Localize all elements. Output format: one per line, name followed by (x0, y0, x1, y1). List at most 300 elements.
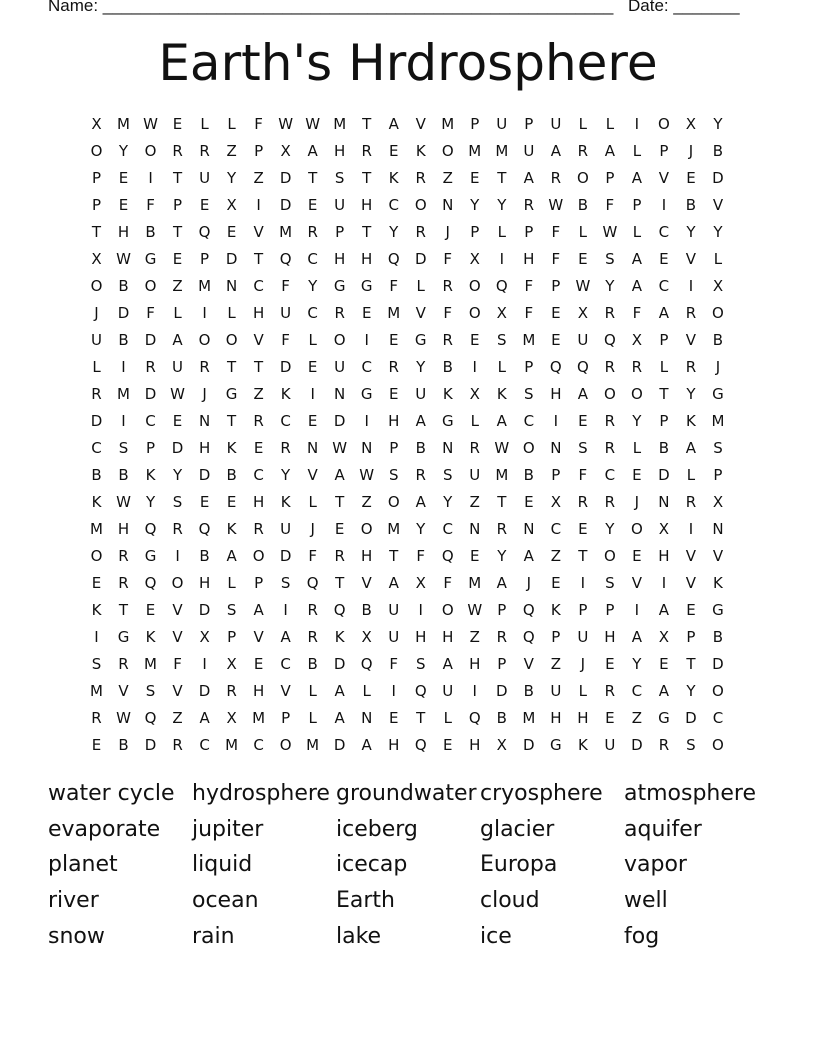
grid-letter: F (578, 466, 588, 484)
grid-letter: M (117, 385, 130, 403)
grid-letter: L (308, 493, 317, 511)
grid-letter: N (198, 412, 211, 430)
grid-letter: G (712, 385, 724, 403)
grid-letter: W (548, 196, 564, 214)
grid-letter: U (442, 682, 454, 700)
grid-letter: U (172, 358, 184, 376)
grid-letter: H (469, 655, 481, 673)
grid-letter: T (308, 169, 318, 187)
grid-letter: A (307, 142, 318, 160)
grid-letter: Y (605, 520, 615, 538)
grid-letter: K (686, 412, 696, 430)
grid-letter: N (442, 196, 454, 214)
letter-grid (0, 111, 816, 761)
grid-letter: Y (416, 520, 426, 538)
word-list-item: fog (624, 923, 660, 949)
grid-letter: C (523, 412, 535, 430)
grid-letter: U (577, 628, 589, 646)
grid-letter: L (173, 304, 182, 322)
grid-letter: L (686, 466, 696, 484)
grid-letter: S (226, 601, 237, 619)
grid-letter: M (225, 736, 239, 754)
grid-letter: P (200, 250, 210, 268)
grid-letter: Z (550, 655, 561, 673)
grid-letter: S (497, 331, 507, 349)
word-list-item: ice (480, 923, 512, 949)
grid-letter: H (442, 628, 454, 646)
grid-letter: Q (198, 223, 211, 241)
grid-letter: Z (361, 493, 372, 511)
grid-letter: I (283, 601, 288, 619)
grid-letter: F (632, 304, 642, 322)
grid-letter: E (551, 331, 561, 349)
grid-letter: B (712, 142, 724, 160)
grid-letter: R (334, 547, 345, 565)
grid-letter: R (658, 736, 670, 754)
grid-letter: G (333, 277, 346, 295)
grid-letter: X (577, 304, 588, 322)
grid-letter: K (145, 628, 156, 646)
grid-letter: A (334, 682, 345, 700)
grid-letter: M (387, 520, 401, 538)
grid-letter: F (389, 277, 399, 295)
grid-letter: P (605, 601, 615, 619)
grid-letter: D (658, 466, 670, 484)
grid-letter: Y (308, 277, 318, 295)
grid-letter: V (685, 331, 697, 349)
grid-letter: Y (389, 223, 399, 241)
grid-letter: E (470, 547, 480, 565)
grid-letter: J (310, 520, 315, 538)
grid-letter: M (333, 115, 347, 133)
grid-letter: C (307, 304, 318, 322)
grid-letter: M (441, 115, 455, 133)
grid-letter: O (144, 277, 157, 295)
grid-letter: E (118, 196, 129, 214)
grid-letter: A (685, 439, 697, 457)
grid-letter: D (144, 385, 157, 403)
word-list-item: groundwater (336, 781, 477, 806)
grid-letter: X (226, 196, 237, 214)
grid-letter: T (497, 493, 507, 511)
grid-letter: K (91, 601, 102, 619)
grid-letter: E (686, 601, 696, 619)
grid-letter: P (254, 574, 264, 592)
grid-letter: Z (631, 709, 643, 727)
grid-letter: I (580, 574, 586, 592)
grid-letter: I (418, 601, 423, 619)
grid-letter: H (252, 682, 265, 700)
grid-letter: A (496, 412, 507, 430)
grid-letter: T (227, 358, 237, 376)
grid-letter: F (146, 304, 155, 322)
grid-letter: P (524, 223, 534, 241)
word-list-item: snow (48, 923, 105, 949)
grid-letter: E (551, 574, 561, 592)
grid-letter: W (170, 385, 185, 403)
grid-letter: X (280, 142, 291, 160)
grid-letter: R (118, 574, 129, 592)
grid-letter: U (523, 142, 535, 160)
grid-letter: V (685, 547, 697, 565)
grid-letter: V (523, 655, 534, 673)
grid-letter: C (550, 520, 562, 538)
grid-letter: T (362, 115, 372, 133)
grid-letter: T (118, 601, 129, 619)
grid-letter: F (551, 250, 561, 268)
word-list-item: atmosphere (624, 781, 756, 806)
grid-letter: R (631, 358, 643, 376)
word-list-item: well (624, 888, 668, 914)
grid-letter: I (202, 304, 207, 322)
grid-letter: R (172, 142, 183, 160)
grid-letter: W (116, 709, 131, 727)
grid-letter: X (496, 736, 507, 754)
grid-letter: S (118, 439, 129, 457)
grid-letter: E (145, 601, 156, 619)
grid-letter: I (121, 358, 126, 376)
grid-letter: M (522, 709, 536, 727)
grid-letter: X (712, 277, 724, 295)
grid-letter: O (712, 736, 724, 754)
grid-letter: Z (172, 277, 183, 295)
grid-letter: E (334, 520, 345, 538)
grid-letter: T (335, 493, 345, 511)
grid-letter: C (361, 358, 372, 376)
grid-letter: P (254, 142, 264, 160)
grid-letter: Q (468, 709, 481, 727)
grid-letter: B (658, 439, 670, 457)
grid-letter: C (631, 682, 643, 700)
grid-letter: O (603, 547, 616, 565)
grid-letter: M (252, 709, 266, 727)
grid-letter: V (118, 682, 129, 700)
grid-letter: E (307, 412, 318, 430)
grid-letter: Y (443, 493, 453, 511)
word-list-item: glacier (480, 816, 555, 842)
grid-letter: A (253, 601, 264, 619)
grid-letter: I (121, 412, 126, 430)
grid-letter: Z (469, 493, 480, 511)
grid-letter: E (172, 250, 183, 268)
grid-letter: J (715, 358, 721, 376)
grid-letter: A (523, 169, 534, 187)
grid-letter: P (389, 439, 399, 457)
grid-letter: B (118, 277, 129, 295)
grid-letter: B (226, 466, 237, 484)
grid-letter: U (415, 385, 427, 403)
grid-letter: Y (713, 223, 723, 241)
grid-letter: Q (306, 574, 319, 592)
grid-letter: T (578, 547, 588, 565)
grid-letter: Z (469, 628, 480, 646)
grid-letter: H (523, 250, 535, 268)
grid-letter: X (226, 655, 237, 673)
grid-letter: E (199, 493, 210, 511)
grid-letter: Z (253, 385, 264, 403)
grid-letter: R (415, 223, 426, 241)
grid-letter: X (91, 115, 102, 133)
grid-letter: K (280, 493, 291, 511)
grid-letter: X (469, 250, 480, 268)
grid-letter: F (173, 655, 182, 673)
grid-letter: G (658, 709, 670, 727)
grid-letter: M (495, 466, 509, 484)
grid-letter: R (415, 466, 426, 484)
grid-letter: B (523, 682, 534, 700)
grid-letter: G (360, 385, 373, 403)
grid-letter: D (685, 709, 697, 727)
word-list-item: Europa (480, 852, 558, 878)
grid-letter: T (362, 223, 372, 241)
grid-letter: F (524, 277, 534, 295)
word-list-item: icecap (336, 852, 408, 878)
grid-letter: F (443, 250, 453, 268)
grid-letter: E (578, 412, 588, 430)
grid-letter: H (252, 493, 265, 511)
grid-letter: E (686, 169, 696, 187)
grid-letter: S (145, 682, 156, 700)
grid-letter: E (578, 250, 588, 268)
grid-letter: N (361, 439, 373, 457)
grid-letter: T (416, 709, 426, 727)
grid-letter: N (442, 439, 454, 457)
grid-letter: W (494, 439, 510, 457)
grid-letter: R (577, 493, 589, 511)
grid-letter: I (94, 628, 99, 646)
grid-letter: J (634, 493, 640, 511)
word-list-item: ocean (192, 888, 259, 914)
grid-letter: C (253, 736, 264, 754)
grid-letter: N (307, 439, 319, 457)
grid-letter: X (199, 628, 210, 646)
grid-letter: D (144, 736, 157, 754)
grid-letter: A (658, 682, 670, 700)
grid-letter: R (496, 628, 508, 646)
grid-letter: K (388, 169, 399, 187)
grid-letter: N (712, 520, 724, 538)
grid-letter: V (307, 466, 318, 484)
grid-letter: M (306, 736, 320, 754)
grid-letter: I (661, 196, 667, 214)
grid-letter: G (441, 412, 454, 430)
grid-letter: X (631, 331, 643, 349)
grid-letter: D (279, 196, 292, 214)
grid-letter: L (227, 115, 236, 133)
date-field-label: Date: _______ (628, 0, 740, 15)
grid-letter: V (685, 574, 697, 592)
grid-letter: B (118, 331, 129, 349)
grid-letter: L (362, 682, 371, 700)
grid-letter: O (630, 520, 643, 538)
grid-letter: T (659, 385, 669, 403)
grid-letter: O (360, 520, 373, 538)
grid-letter: O (171, 574, 184, 592)
grid-letter: O (658, 115, 670, 133)
grid-letter: M (522, 331, 536, 349)
grid-letter: U (334, 358, 346, 376)
header-row (48, 0, 748, 18)
grid-letter: O (712, 682, 724, 700)
grid-letter: A (280, 628, 291, 646)
grid-letter: U (604, 736, 616, 754)
grid-letter: Y (713, 115, 723, 133)
word-list-item: aquifer (624, 816, 702, 842)
grid-letter: I (148, 169, 153, 187)
grid-letter: R (577, 142, 589, 160)
grid-letter: E (470, 331, 480, 349)
grid-letter: P (173, 196, 183, 214)
grid-letter: R (604, 412, 616, 430)
grid-letter: R (334, 304, 345, 322)
grid-letter: E (91, 574, 102, 592)
grid-letter: R (145, 358, 156, 376)
grid-letter: U (550, 115, 562, 133)
grid-letter: D (117, 304, 130, 322)
grid-letter: L (632, 142, 642, 160)
grid-letter: I (634, 601, 640, 619)
grid-letter: P (551, 277, 561, 295)
grid-letter: B (577, 196, 588, 214)
grid-letter: F (443, 304, 453, 322)
grid-letter: R (523, 196, 535, 214)
grid-letter: X (658, 520, 670, 538)
grid-letter: U (334, 196, 346, 214)
grid-letter: F (389, 655, 399, 673)
grid-letter: P (497, 601, 507, 619)
grid-letter: R (415, 169, 426, 187)
grid-letter: V (712, 196, 724, 214)
grid-letter: Q (144, 709, 157, 727)
grid-letter: X (226, 709, 237, 727)
grid-letter: X (361, 628, 372, 646)
grid-letter: H (604, 628, 616, 646)
grid-letter: F (443, 574, 453, 592)
grid-letter: Y (227, 169, 237, 187)
word-list-item: liquid (192, 852, 253, 878)
grid-letter: C (658, 277, 670, 295)
grid-letter: S (524, 385, 534, 403)
grid-letter: R (604, 682, 616, 700)
grid-letter: E (605, 655, 615, 673)
grid-letter: L (713, 250, 723, 268)
grid-letter: U (388, 601, 400, 619)
grid-letter: R (118, 547, 129, 565)
grid-letter: I (499, 250, 505, 268)
grid-letter: M (144, 655, 157, 673)
word-list-item: cryosphere (480, 781, 603, 806)
grid-letter: T (686, 655, 696, 673)
grid-letter: H (198, 439, 211, 457)
grid-letter: R (685, 304, 697, 322)
grid-letter: H (388, 736, 400, 754)
grid-letter: O (441, 142, 454, 160)
grid-letter: R (604, 358, 616, 376)
grid-letter: J (94, 304, 99, 322)
grid-letter: P (470, 115, 480, 133)
grid-letter: O (144, 142, 157, 160)
grid-letter: Q (495, 277, 508, 295)
grid-letter: R (307, 223, 318, 241)
grid-letter: X (496, 304, 507, 322)
grid-letter: Z (253, 169, 264, 187)
grid-letter: K (496, 385, 507, 403)
grid-letter: S (91, 655, 102, 673)
grid-letter: Q (522, 601, 535, 619)
grid-letter: O (522, 439, 535, 457)
grid-letter: L (578, 115, 588, 133)
grid-letter: S (388, 466, 399, 484)
grid-letter: L (632, 223, 642, 241)
grid-letter: H (117, 520, 130, 538)
grid-letter: X (91, 250, 102, 268)
grid-letter: U (577, 331, 589, 349)
grid-letter: B (712, 628, 724, 646)
grid-letter: V (172, 682, 183, 700)
grid-letter: K (577, 736, 588, 754)
grid-letter: K (145, 466, 156, 484)
grid-letter: V (685, 250, 697, 268)
grid-letter: P (227, 628, 237, 646)
grid-letter: D (631, 736, 643, 754)
grid-letter: T (362, 169, 372, 187)
grid-letter: Z (550, 547, 561, 565)
grid-letter: F (551, 223, 561, 241)
grid-letter: C (199, 736, 210, 754)
grid-letter: Z (226, 142, 237, 160)
grid-letter: K (91, 493, 102, 511)
grid-letter: E (605, 709, 615, 727)
grid-letter: X (658, 628, 670, 646)
grid-letter: R (172, 736, 183, 754)
grid-letter: L (200, 115, 209, 133)
grid-letter: R (496, 520, 508, 538)
grid-letter: I (553, 412, 559, 430)
grid-letter: E (632, 547, 642, 565)
word-list-item: jupiter (192, 816, 264, 842)
grid-letter: R (604, 493, 616, 511)
grid-letter: Y (686, 223, 696, 241)
grid-letter: D (333, 655, 346, 673)
grid-letter: H (361, 196, 373, 214)
grid-letter: U (91, 331, 102, 349)
grid-letter: B (712, 331, 724, 349)
grid-letter: P (659, 412, 669, 430)
grid-letter: G (712, 601, 724, 619)
grid-letter: D (279, 358, 292, 376)
grid-letter: L (443, 709, 452, 727)
grid-letter: G (414, 331, 427, 349)
grid-letter: A (631, 277, 643, 295)
grid-letter: C (712, 709, 724, 727)
grid-letter: F (281, 277, 290, 295)
grid-letter: Y (686, 385, 696, 403)
grid-letter: M (279, 223, 293, 241)
grid-letter: L (632, 439, 642, 457)
grid-letter: L (470, 412, 479, 430)
grid-letter: S (605, 250, 615, 268)
grid-letter: W (359, 466, 375, 484)
grid-letter: W (143, 115, 158, 133)
grid-letter: Y (416, 358, 426, 376)
grid-letter: E (388, 709, 399, 727)
grid-letter: U (550, 682, 562, 700)
grid-letter: N (469, 520, 481, 538)
grid-letter: N (225, 277, 238, 295)
grid-letter: U (199, 169, 211, 187)
grid-letter: H (550, 709, 562, 727)
grid-letter: L (578, 223, 588, 241)
